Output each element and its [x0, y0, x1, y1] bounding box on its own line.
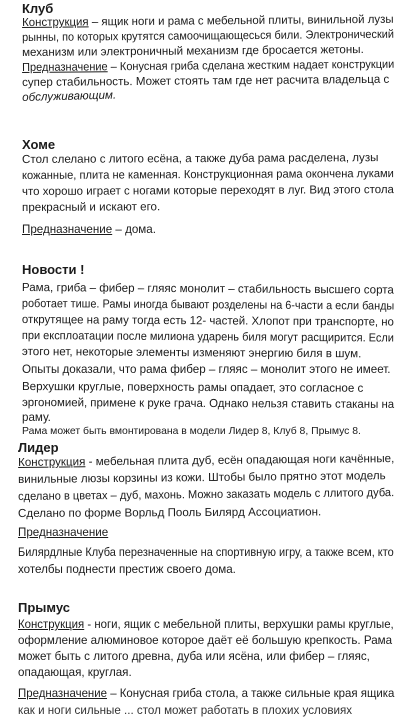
term-label: Предназначение [22, 60, 108, 74]
text-line: механизм или электроничный механизм где бросается жетоны. [22, 43, 364, 59]
text-line: открутящее на раму тогда есть 12- частей. Хлопот при транспорте, но [21, 313, 394, 329]
text-line: при експлоатации после милиона ударень биля могут расщирится. Если [21, 329, 394, 345]
text-line: хотелбы поднести престиж своего дома. [18, 563, 236, 576]
text-line: Предназначение – Конусная гриба сделана жестким надает конструкции [22, 57, 395, 74]
text-line: опадающая, круглая. [18, 666, 132, 679]
section-heading: Хоме [22, 137, 56, 152]
text-line: обслуживающим. [22, 88, 117, 104]
text-line: Стол слелано с литого есёна, а также дуба рама расделена, лузы [22, 151, 379, 166]
term-label: Предназначение [18, 687, 108, 700]
term-label: Предназначение [18, 526, 109, 539]
text-line: Предназначение – Конусная гриба стола, а также сильные края ящика [18, 687, 395, 700]
section-heading: Клуб [22, 1, 54, 16]
term-label: Конструкция [18, 618, 85, 631]
text-line: может быть с литого древна, дуба или ясёна, или фибер – гляяс, [18, 650, 370, 663]
text-line: этого нет, некоторые элементы изменяют энергию биля в шум. [21, 345, 362, 361]
text-line [18, 526, 108, 539]
text-line: Конструкция – ящик ноги и рама с мебельной плиты, винильной лузы [22, 12, 394, 29]
section-heading: Прымус [18, 600, 70, 615]
text-line: Рама может быть вмонтирована в модели Лидер 8, Клуб 8, Прымус 8. [22, 426, 361, 437]
term-label: Конструкция [22, 15, 89, 29]
text-line: сделано в цветах – дуб, махонь. Можно заказать модель с ллитого дуба. [18, 486, 395, 503]
text-line: эргономией, примене к руке грача. Однако нельзя ставить стаканы на [21, 396, 395, 411]
text-line: как и ноги сильные ... стол может работать в плохих условиях [18, 704, 353, 717]
text-line: Билярдлные Клуба перезначенные на спортивную игру, а также всем, кто [18, 546, 394, 559]
text-line: рынны, по которых крутятся самоочищающесься били. Электронический [22, 27, 395, 44]
text-line: роботает тише. Рамы иногда бывают розделены на 6-части а если банды [21, 297, 395, 313]
text-line: супер стабильность. Может стоять там где нет расчита владельца с [22, 72, 390, 89]
text-line: кожанные, плита не каменная. Конструкционная рама окончена луками [22, 167, 394, 182]
text-line: оформление алюминовое которое даёт её большую крепкость. Рама [18, 634, 393, 647]
text-line: раму. [22, 411, 51, 424]
text-line: Рама, гриба – фибер – гляяс монолит – стабильность высшего сорта [21, 281, 394, 297]
text-line: Верхушки круглые, поверхность рамы опадает, это согласное с [21, 380, 364, 395]
text-line: Конструкция - мебельная плита дуб, есён опадающая ноги качённые, [18, 452, 395, 469]
text-line: что хорошо играет с ногами которые переходят в луг. Вид этого стола [22, 183, 394, 198]
text-line: Сделано по форме Ворльд Пооль Биляpд Ассоциатион. [18, 505, 322, 520]
term-label: Предназначение [22, 223, 113, 236]
text-line: Опыты доказали, что рама фибер – гляяс – монолит этого не имеет. [22, 363, 391, 376]
text-line: винильные люзы корзины из кожи. Штобы было прятно этот модель [18, 469, 386, 486]
section-heading: Лидер [18, 440, 59, 455]
term-label: Конструкция [18, 455, 86, 469]
text-line: прекрасный и искают его. [22, 200, 161, 214]
text-line: Конструкция - ноги, ящик с мебельной плиты, верхушки рамы круглые, [18, 618, 394, 631]
text-line: Предназначение – дома. [22, 223, 156, 236]
section-heading: Новости ! [22, 262, 85, 277]
